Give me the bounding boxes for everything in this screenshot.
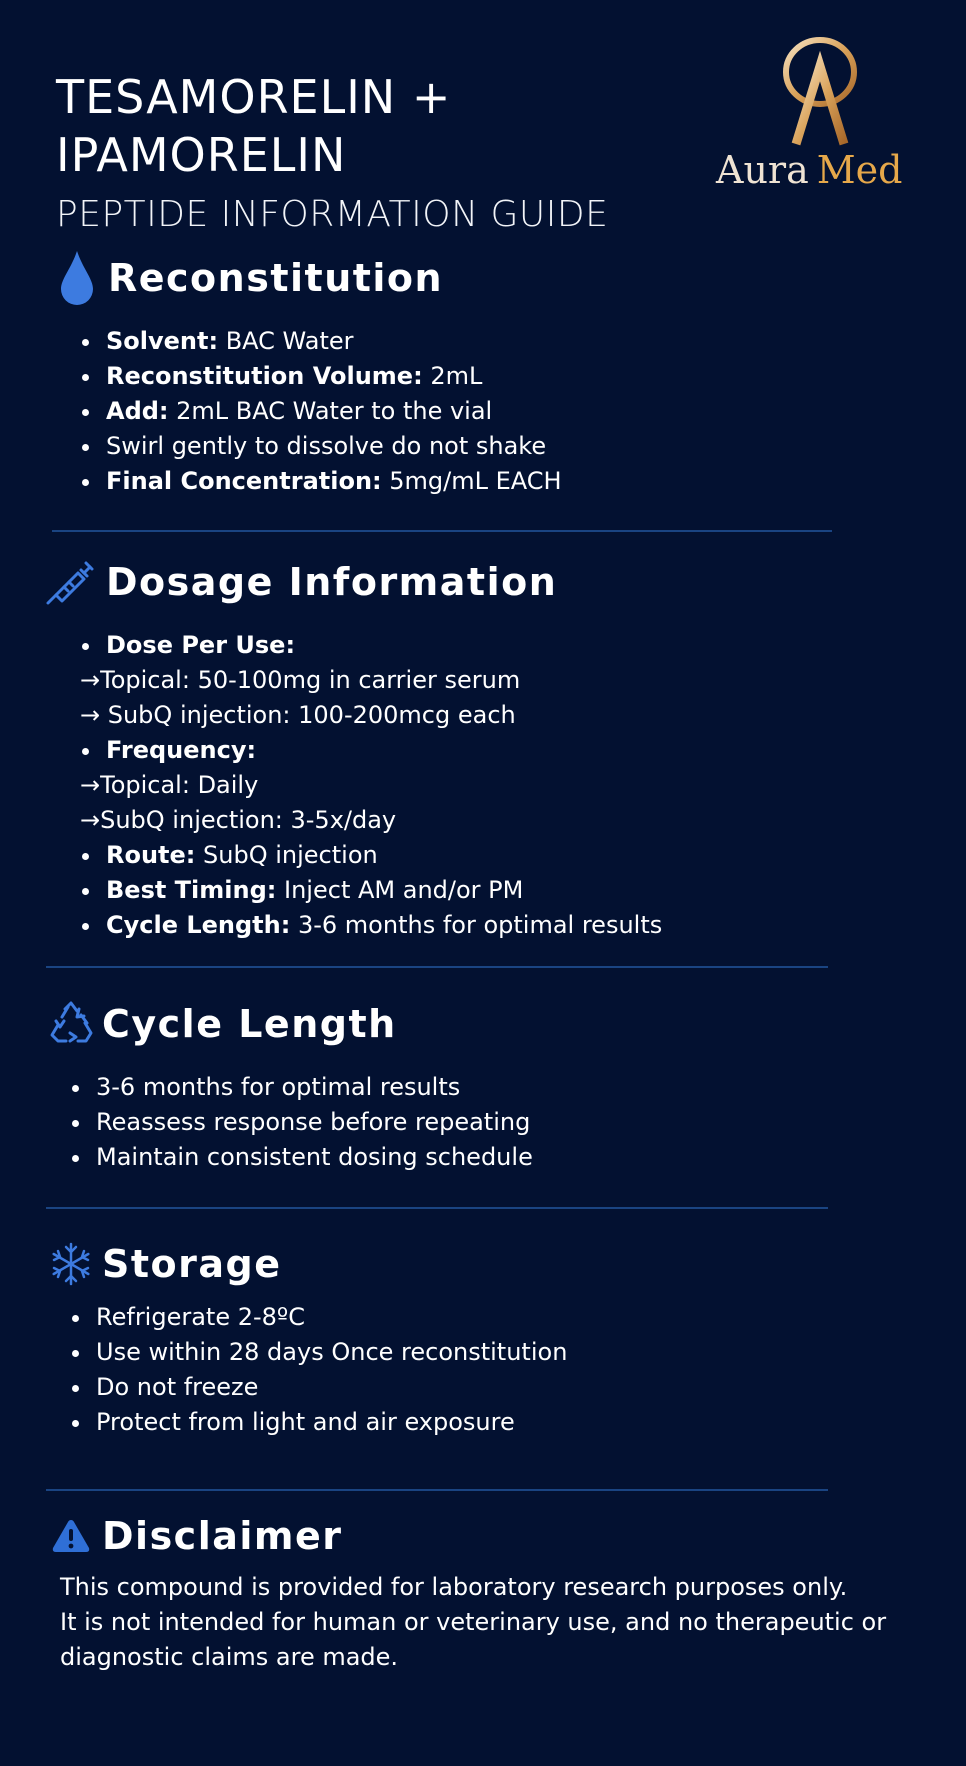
list-item: Route: SubQ injection	[80, 838, 662, 873]
list-item: Dose Per Use:	[80, 628, 662, 663]
list-item: Use within 28 days Once reconstitution	[70, 1335, 567, 1370]
storage-list	[70, 1300, 567, 1440]
title-line-2: IPAMORELIN	[56, 128, 347, 182]
warning-icon	[46, 1511, 96, 1561]
disclaimer-text	[60, 1570, 940, 1675]
section-divider	[46, 1489, 828, 1491]
list-item: 3-6 months for optimal results	[70, 1070, 533, 1105]
reconstitution-heading	[52, 248, 443, 308]
cycle-heading	[46, 994, 397, 1054]
logo-word-aura: Aura	[716, 148, 809, 192]
reconstitution-list	[80, 324, 562, 499]
title-line-1: TESAMORELIN +	[56, 70, 452, 124]
dosage-list	[80, 628, 662, 943]
disclaimer-line-1: This compound is provided for laboratory research purposes only.	[60, 1573, 848, 1601]
page-title	[56, 68, 451, 184]
list-item: Reassess response before repeating	[70, 1105, 533, 1140]
storage-title: Storage	[102, 1242, 282, 1286]
list-item: Refrigerate 2-8ºC	[70, 1300, 567, 1335]
list-item: Protect from light and air exposure	[70, 1405, 567, 1440]
section-divider	[46, 966, 828, 968]
list-item: →SubQ injection: 3-5x/day	[80, 806, 397, 834]
list-item: Swirl gently to dissolve do not shake	[80, 429, 562, 464]
dosage-heading	[44, 552, 557, 612]
list-item: Best Timing: Inject AM and/or PM	[80, 873, 662, 908]
disclaimer-title: Disclaimer	[102, 1514, 343, 1558]
disclaimer-line-3: diagnostic claims are made.	[60, 1643, 399, 1671]
storage-heading	[46, 1234, 282, 1294]
dosage-title: Dosage Information	[106, 560, 558, 604]
section-divider	[52, 530, 832, 532]
list-item: Reconstitution Volume: 2mL	[80, 359, 562, 394]
logo-word-med: Med	[816, 148, 903, 192]
aura-med-logo	[712, 36, 922, 196]
logo-mark-icon	[770, 36, 870, 148]
logo-wordmark	[716, 148, 926, 192]
list-item: Final Concentration: 5mg/mL EACH	[80, 464, 562, 499]
snowflake-icon	[46, 1239, 96, 1289]
list-item: Cycle Length: 3-6 months for optimal results	[80, 908, 662, 943]
cycle-list	[70, 1070, 533, 1175]
list-item: →Topical: 50-100mg in carrier serum	[80, 666, 521, 694]
page-subtitle: PEPTIDE INFORMATION GUIDE	[56, 194, 609, 235]
droplet-icon	[52, 253, 102, 303]
list-item: Do not freeze	[70, 1370, 567, 1405]
list-item: Add: 2mL BAC Water to the vial	[80, 394, 562, 429]
disclaimer-heading	[46, 1506, 343, 1566]
reconstitution-title: Reconstitution	[108, 256, 444, 300]
list-item: → SubQ injection: 100-200mcg each	[80, 701, 516, 729]
list-item: Maintain consistent dosing schedule	[70, 1140, 533, 1175]
syringe-icon	[44, 557, 94, 607]
section-divider	[46, 1207, 828, 1209]
recycle-icon	[46, 999, 96, 1049]
list-item: Solvent: BAC Water	[80, 324, 562, 359]
list-item: Frequency:	[80, 733, 662, 768]
cycle-title: Cycle Length	[102, 1002, 397, 1046]
disclaimer-line-2: It is not intended for human or veterinary use, and no therapeutic or	[60, 1608, 887, 1636]
list-item: →Topical: Daily	[80, 771, 259, 799]
